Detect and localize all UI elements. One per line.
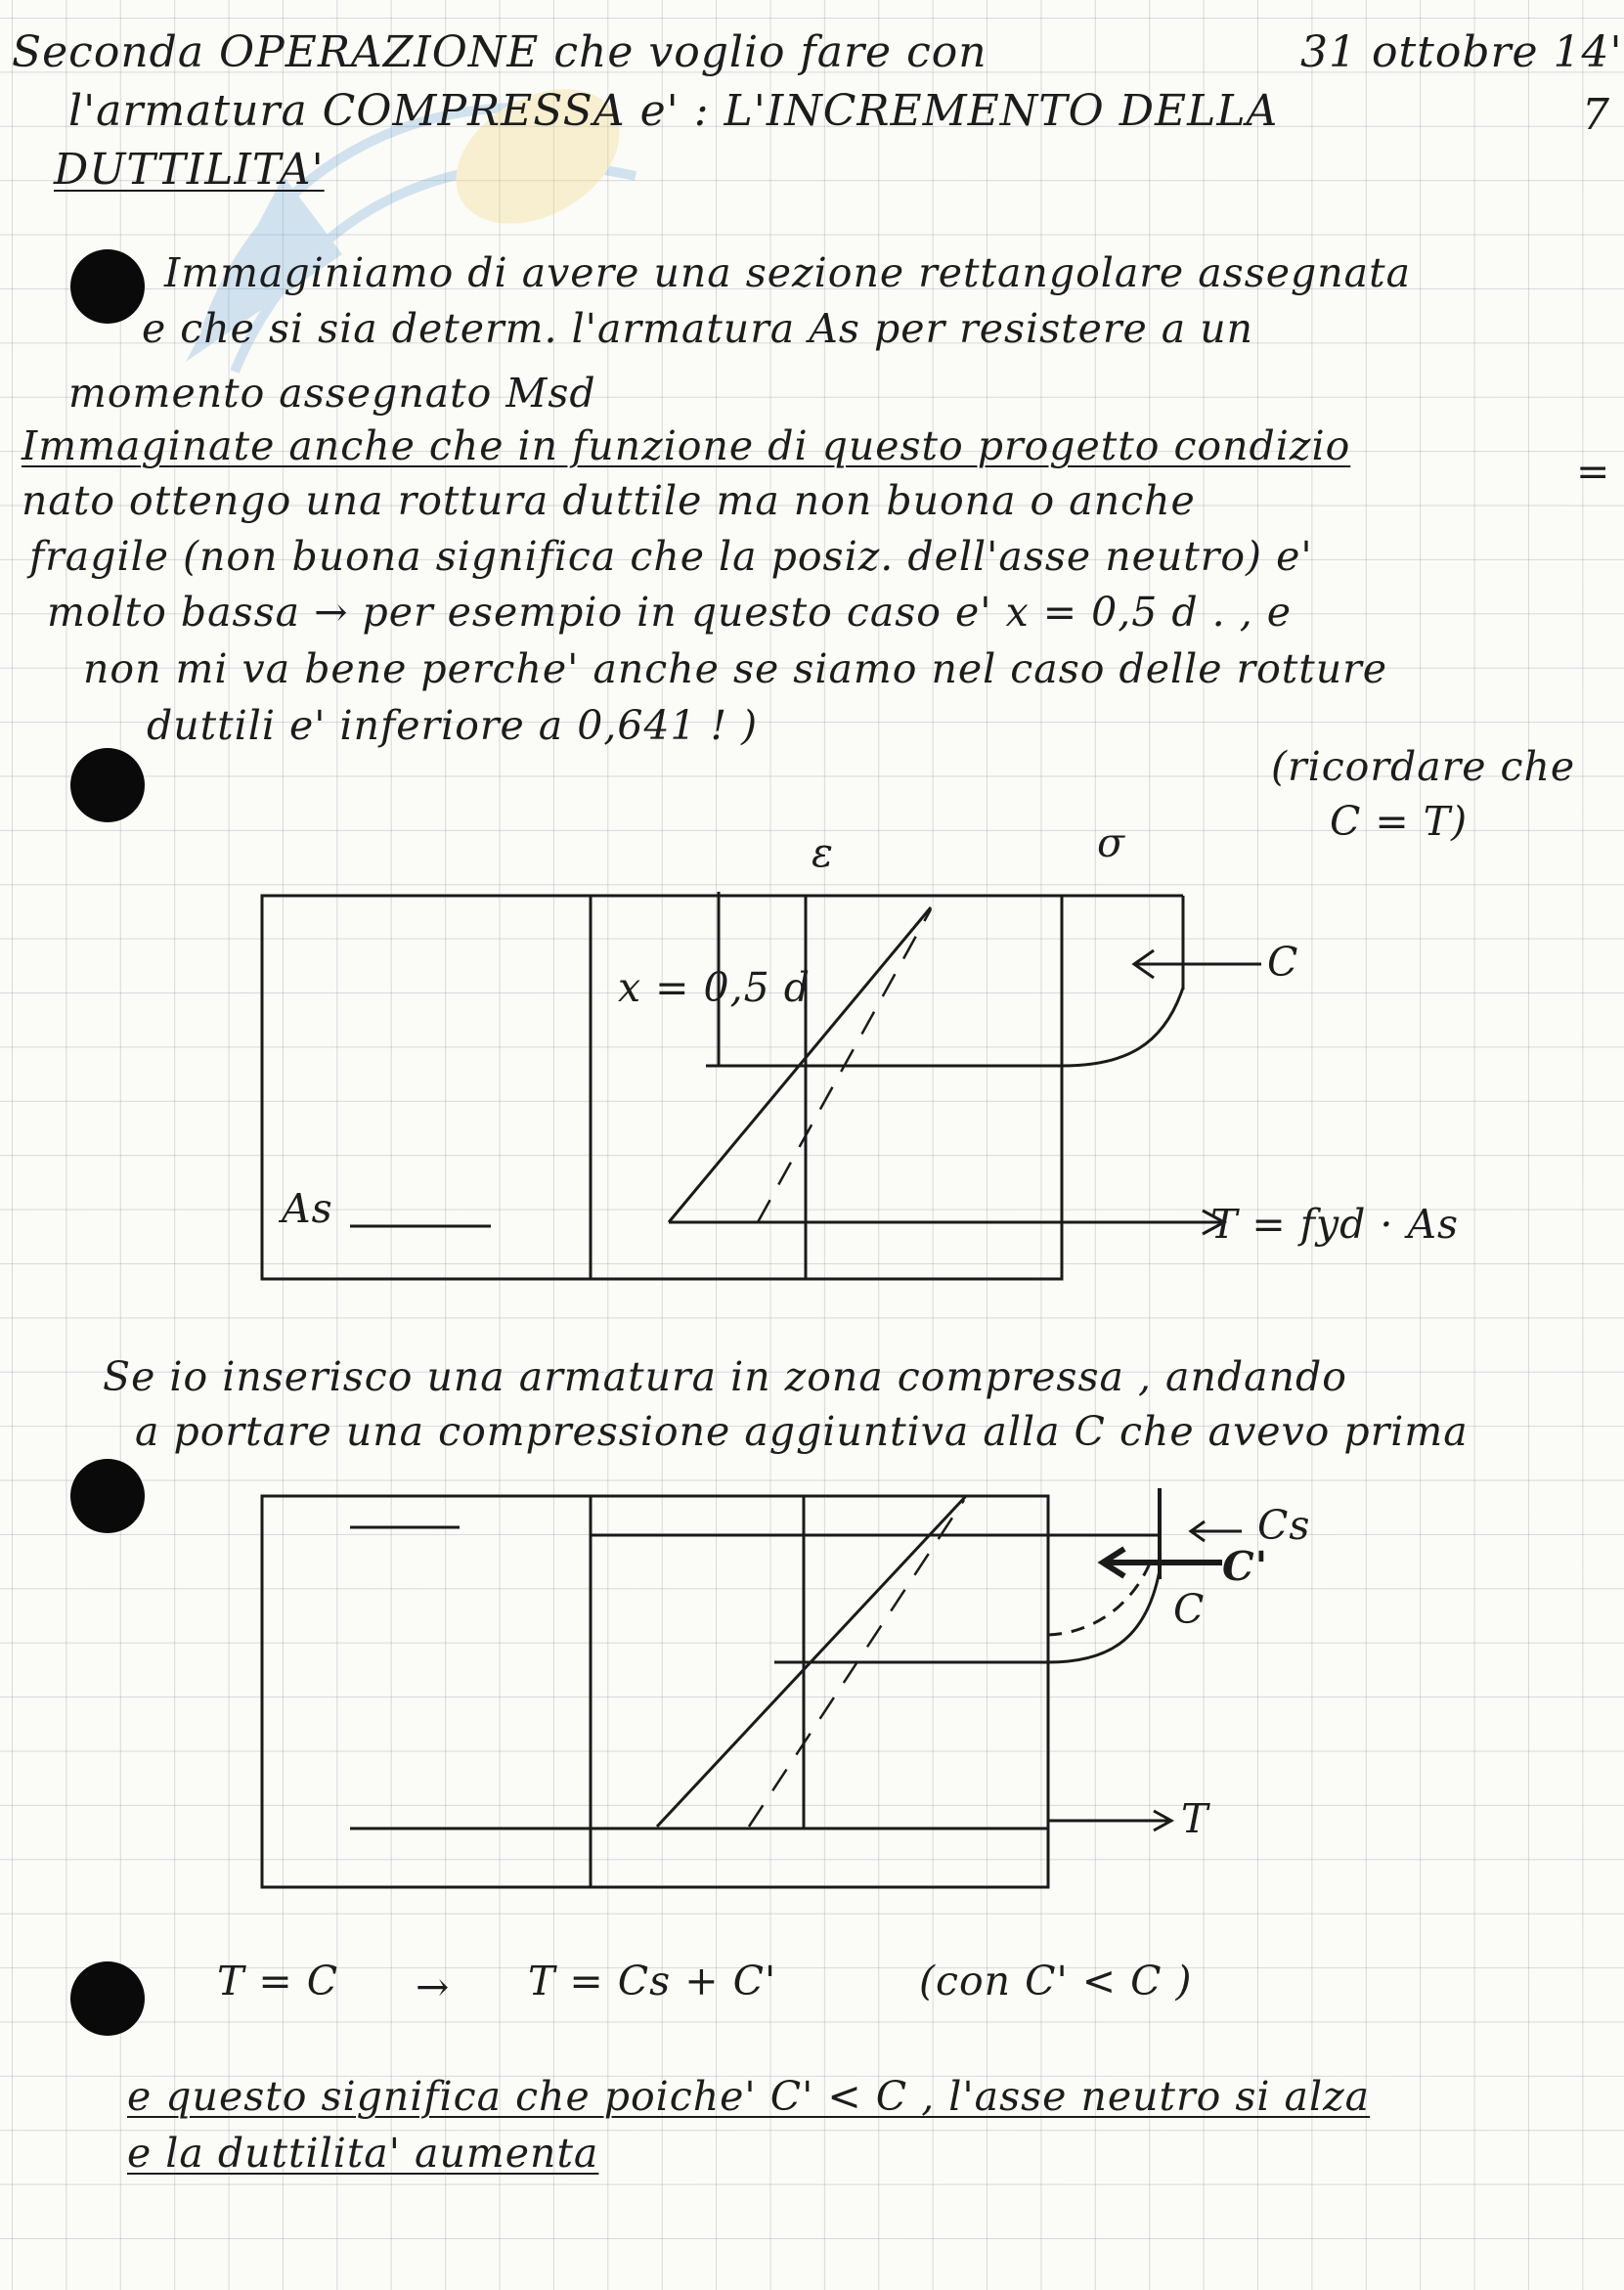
t-force-label-2: T	[1181, 1795, 1209, 1842]
equation-left: T = C	[217, 1958, 339, 2004]
paragraph2-line1: Se io inserisco una armatura in zona compressa , andando	[103, 1353, 1347, 1400]
paragraph1-line3: momento assegnato Msd	[68, 370, 596, 417]
paragraph2-line2: a portare una compressione aggiuntiva alla C che avevo prima	[135, 1408, 1469, 1455]
paragraph1-line5: nato ottengo una rottura duttile ma non buona o anche	[22, 477, 1196, 524]
paragraph1-line4: Immaginate anche che in funzione di questo progetto condizio	[22, 422, 1351, 469]
paragraph1-line8: non mi va bene perche' anche se siamo nel caso delle rotture	[83, 645, 1388, 692]
epsilon-label: ε	[812, 829, 835, 876]
title-line-1: Seconda OPERAZIONE che voglio fare con	[12, 27, 988, 77]
paragraph1-line1: Immaginiamo di avere una sezione rettangolare assegnata	[164, 249, 1412, 296]
paragraph1-line2: e che si sia determ. l'armatura As per resistere a un	[142, 305, 1254, 352]
equation-arrow: →	[416, 1963, 451, 2010]
note-line2: C = T)	[1330, 798, 1469, 845]
date: 31 ottobre 14'	[1300, 27, 1623, 77]
equation-condition: (con C' < C )	[919, 1958, 1193, 2004]
title-line-3: DUTTILITA'	[54, 145, 325, 195]
cprime-force-label: C'	[1222, 1543, 1269, 1590]
x-dimension-label: x = 0,5 d	[618, 964, 812, 1011]
paragraph1-line6: fragile (non buona significa che la posiz. dell'asse neutro) e'	[29, 533, 1313, 580]
sigma-label: σ	[1097, 819, 1125, 866]
equation-right: T = Cs + C'	[528, 1958, 777, 2004]
conclusion-line2: e la duttilita' aumenta	[127, 2130, 599, 2177]
c-force-label: C	[1267, 939, 1299, 986]
page-number: 7	[1582, 90, 1610, 140]
t-force-label: T = fyd · As	[1210, 1201, 1460, 1248]
c-force-label-2: C	[1173, 1586, 1206, 1633]
paragraph1-line9: duttili e' inferiore a 0,641 ! )	[147, 702, 759, 749]
conclusion-line1: e questo significa che poiche' C' < C , l'asse neutro si alza	[127, 2073, 1371, 2120]
bullet-point	[70, 1961, 145, 2036]
paragraph1-line4-mark: =	[1576, 448, 1611, 495]
title-line-2: l'armatura COMPRESSA e' : L'INCREMENTO DELLA	[68, 86, 1279, 136]
cs-force-label: Cs	[1257, 1502, 1311, 1549]
as-label: As	[282, 1185, 333, 1232]
paragraph1-line7: molto bassa → per esempio in questo caso e' x = 0,5 d . , e	[47, 589, 1293, 636]
note-line1: (ricordare che	[1271, 743, 1576, 790]
